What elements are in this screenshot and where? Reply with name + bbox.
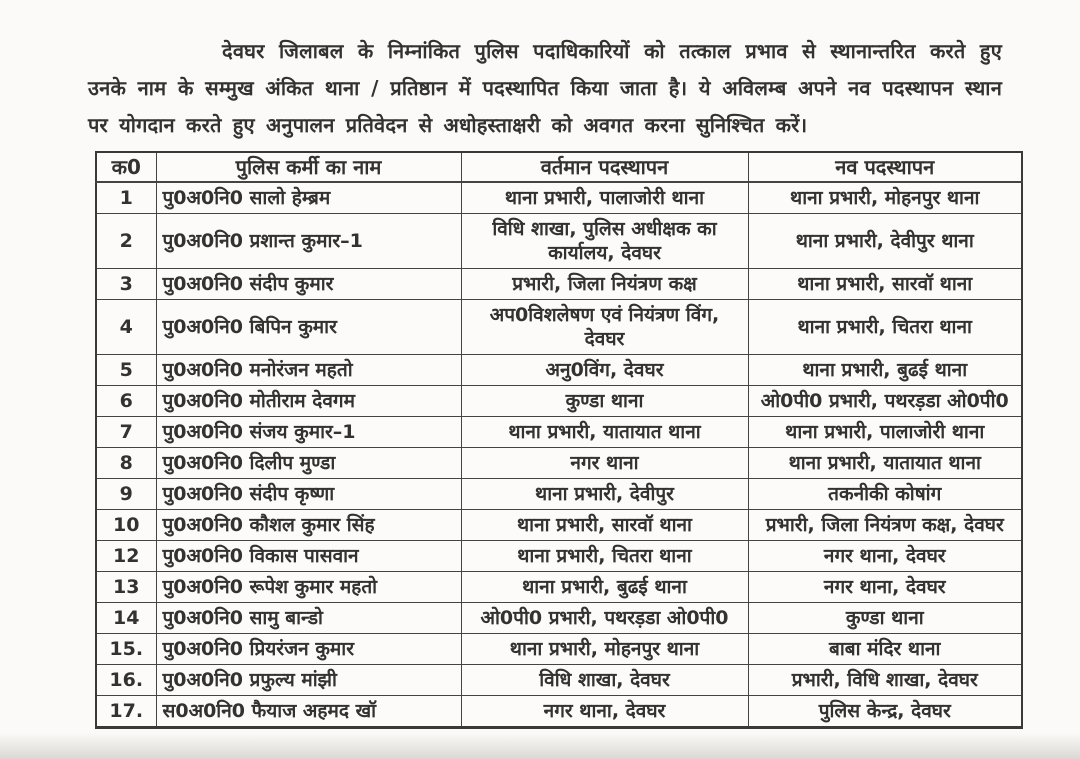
table-row [96, 665, 1022, 696]
table-cell: ओ0पी0 प्रभारी, पथरड़डा ओ0पी0 [748, 386, 1022, 417]
table-cell: प्रभारी, जिला नियंत्रण कक्ष, देवघर [748, 510, 1022, 541]
table-row [96, 572, 1022, 603]
table-cell: ओ0पी0 प्रभारी, पथरड़डा ओ0पी0 [461, 603, 748, 634]
table-cell: 12 [96, 541, 156, 572]
table-cell: 8 [96, 448, 156, 479]
table-cell: विधि शाखा, पुलिस अधीक्षक का कार्यालय, देवघर [461, 214, 748, 269]
table-cell: थाना प्रभारी, चितरा थाना [748, 300, 1022, 355]
table-cell: पु0अ0नि0 प्रशान्त कुमार–1 [156, 214, 461, 269]
table-cell: थाना प्रभारी, सारवॉ थाना [748, 269, 1022, 300]
table-cell: थाना प्रभारी, मोहनपुर थाना [748, 182, 1022, 214]
table-cell: 3 [96, 269, 156, 300]
table-cell: पु0अ0नि0 रूपेश कुमार महतो [156, 572, 461, 603]
table-cell: बाबा मंदिर थाना [748, 634, 1022, 665]
table-cell: 1 [96, 182, 156, 214]
table-row [96, 603, 1022, 634]
table-cell: 9 [96, 479, 156, 510]
table-cell: थाना प्रभारी, पालाजोरी थाना [748, 417, 1022, 448]
table-cell: नगर थाना, देवघर [748, 541, 1022, 572]
table-cell: तकनीकी कोषांग [748, 479, 1022, 510]
table-cell: पु0अ0नि0 कौशल कुमार सिंह [156, 510, 461, 541]
table-cell: पु0अ0नि0 विकास पासवान [156, 541, 461, 572]
table-cell: 6 [96, 386, 156, 417]
table-cell: थाना प्रभारी, देवीपुर थाना [748, 214, 1022, 269]
table-row [96, 355, 1022, 386]
table-cell: थाना प्रभारी, चितरा थाना [461, 541, 748, 572]
header-name: पुलिस कर्मी का नाम [156, 152, 461, 182]
table-row [96, 696, 1022, 728]
table-cell: कुण्डा थाना [748, 603, 1022, 634]
table-cell: पु0अ0नि0 सालो हेम्ब्रम [156, 182, 461, 214]
table-row [96, 448, 1022, 479]
table-cell: 13 [96, 572, 156, 603]
table-cell: पु0अ0नि0 प्रफुल्य मांझी [156, 665, 461, 696]
table-cell: विधि शाखा, देवघर [461, 665, 748, 696]
table-cell: 16. [96, 665, 156, 696]
header-new-posting: नव पदस्थापन [748, 152, 1022, 182]
intro-line-1: देवघर जिलाबल के निम्नांकित पुलिस पदाधिकारियों को तत्काल प्रभाव से स्थानान्तरित करते हुए [222, 39, 1002, 63]
table-row [96, 182, 1022, 214]
table-cell: स0अ0नि0 फैयाज अहमद खॉ [156, 696, 461, 728]
table-cell: थाना प्रभारी, पालाजोरी थाना [461, 182, 748, 214]
header-serial: क0 [96, 152, 156, 182]
table-cell: 15. [96, 634, 156, 665]
table-cell: 4 [96, 300, 156, 355]
intro-line-2: उनके नाम के सम्मुख अंकित थाना / प्रतिष्ठान में पदस्थापित किया जाता है। ये अविलम्ब अपने नव पदस्थापन स्थान [88, 76, 1002, 100]
table-cell: पु0अ0नि0 दिलीप मुण्डा [156, 448, 461, 479]
table-cell: पु0अ0नि0 मोतीराम देवगम [156, 386, 461, 417]
table-row [96, 479, 1022, 510]
table-cell: पु0अ0नि0 सामु बान्डो [156, 603, 461, 634]
intro-line-3: पर योगदान करते हुए अनुपालन प्रतिवेदन से अधोहस्ताक्षरी को अवगत करना सुनिश्चित करें। [88, 113, 808, 137]
table-cell: पु0अ0नि0 प्रियरंजन कुमार [156, 634, 461, 665]
table-cell: 5 [96, 355, 156, 386]
table-cell: अनु0विंग, देवघर [461, 355, 748, 386]
table-cell: थाना प्रभारी, यातायात थाना [748, 448, 1022, 479]
table-cell: थाना प्रभारी, बुढई थाना [461, 572, 748, 603]
table-cell: प्रभारी, विधि शाखा, देवघर [748, 665, 1022, 696]
table-cell: 17. [96, 696, 156, 728]
table-row [96, 541, 1022, 572]
table-cell: 2 [96, 214, 156, 269]
table-cell: कुण्डा थाना [461, 386, 748, 417]
table-cell: नगर थाना, देवघर [748, 572, 1022, 603]
table-row [96, 417, 1022, 448]
table-cell: पुलिस केन्द्र, देवघर [748, 696, 1022, 728]
table-cell: थाना प्रभारी, देवीपुर [461, 479, 748, 510]
table-row [96, 214, 1022, 269]
table-cell: 7 [96, 417, 156, 448]
transfer-table-body [96, 182, 1022, 728]
table-row [96, 634, 1022, 665]
table-cell: थाना प्रभारी, बुढई थाना [748, 355, 1022, 386]
table-cell: प्रभारी, जिला नियंत्रण कक्ष [461, 269, 748, 300]
table-cell: 10 [96, 510, 156, 541]
table-row [96, 300, 1022, 355]
table-header-row [96, 152, 1022, 182]
table-cell: थाना प्रभारी, यातायात थाना [461, 417, 748, 448]
table-cell: 14 [96, 603, 156, 634]
table-cell: पु0अ0नि0 संदीप कृष्णा [156, 479, 461, 510]
table-row [96, 386, 1022, 417]
table-cell: पु0अ0नि0 मनोरंजन महतो [156, 355, 461, 386]
transfer-table [95, 151, 1023, 729]
table-cell: नगर थाना [461, 448, 748, 479]
table-cell: पु0अ0नि0 बिपिन कुमार [156, 300, 461, 355]
table-cell: थाना प्रभारी, मोहनपुर थाना [461, 634, 748, 665]
table-row [96, 510, 1022, 541]
table-cell: नगर थाना, देवघर [461, 696, 748, 728]
table-cell: पु0अ0नि0 संजय कुमार–1 [156, 417, 461, 448]
header-current-posting: वर्तमान पदस्थापन [461, 152, 748, 182]
intro-paragraph [88, 33, 1002, 144]
table-cell: थाना प्रभारी, सारवॉ थाना [461, 510, 748, 541]
table-cell: पु0अ0नि0 संदीप कुमार [156, 269, 461, 300]
table-cell: अप0विशलेषण एवं नियंत्रण विंग, देवघर [461, 300, 748, 355]
table-row [96, 269, 1022, 300]
